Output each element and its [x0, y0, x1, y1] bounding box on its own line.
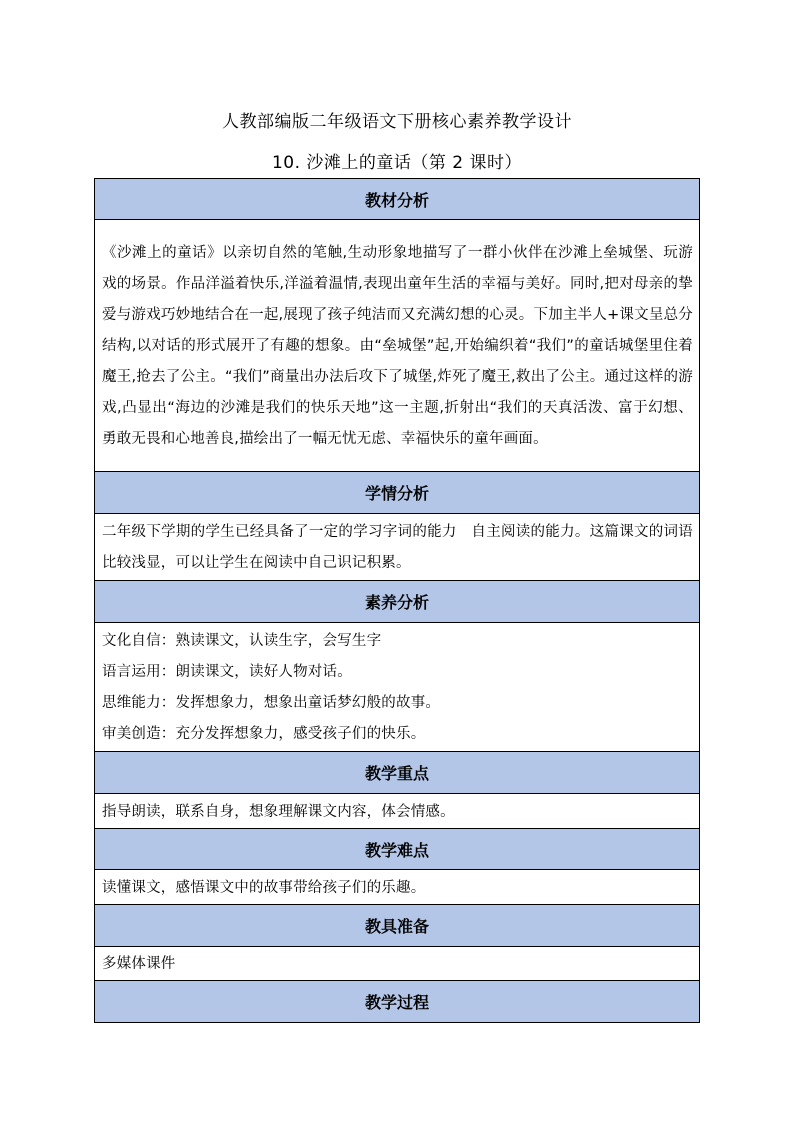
section-heading-textbook-analysis: 教材分析 — [95, 179, 700, 220]
competency-item-aesthetic: 审美创造：充分发挥想象力，感受孩子们的快乐。 — [102, 726, 426, 742]
competency-item-language: 语言运用：朗读课文，读好人物对话。 — [102, 664, 352, 680]
paragraph: 指导朗读，联系自身，想象理解课文内容，体会情感。 — [102, 803, 455, 820]
section-body-teaching-aids — [95, 947, 700, 981]
section-heading-teaching-difficulty: 教学难点 — [95, 829, 700, 870]
paragraph: 二年级下学期的学生已经具备了一定的学习字词的能力 自主阅读的能力。这篇课文的词语比较浅显，可以让学生在阅读中自己识记积累。 — [102, 524, 693, 571]
section-heading-teaching-aids: 教具准备 — [95, 905, 700, 947]
section-body-competency-analysis — [95, 623, 700, 752]
paragraph: 读懂课文，感悟课文中的故事带给孩子们的乐趣。 — [102, 879, 426, 896]
section-body-teaching-focus — [95, 794, 700, 829]
section-heading-student-analysis: 学情分析 — [95, 472, 700, 514]
document-subtitle: 10. 沙滩上的童话（第 2 课时） — [271, 153, 523, 173]
document-title: 人教部编版二年级语文下册核心素养教学设计 — [222, 112, 572, 132]
section-body-student-analysis — [95, 514, 700, 581]
section-heading-teaching-focus: 教学重点 — [95, 752, 700, 794]
section-body-teaching-difficulty — [95, 870, 700, 905]
section-body-textbook-analysis — [95, 220, 700, 472]
paragraph: 多媒体课件 — [102, 956, 176, 972]
section-heading-teaching-process: 教学过程 — [95, 981, 700, 1023]
section-heading-competency-analysis: 素养分析 — [95, 581, 700, 623]
competency-item-culture: 文化自信：熟读课文，认读生字，会写生字 — [102, 633, 382, 649]
paragraph: 《沙滩上的童话》以亲切自然的笔触,生动形象地描写了一群小伙伴在沙滩上垒城堡、玩游戏的场景。作品洋溢着快乐,洋溢着温情,表现出童年生活的幸福与美好。同时,把对母亲的挚爱与游戏巧妙地结合在一起,展现了孩子纯洁而又充满幻想的心灵。下加主半人+课文呈总分结构,以对话的形式展开了有趣的想象。由“垒城堡”起,开始编织着“我们”的童话城堡里住着魔王,抢去了公主。“我们”商量出办法后攻下了城堡,炸死了魔王,救出了公主。通过这样的游戏,凸显出“海边的沙滩是我们的快乐天地”这一主题,折射出“我们的天真活泼、富于幻想、勇敢无畏和心地善良,描绘出了一幅无忧无虑、幸福快乐的童年画面。 — [102, 245, 693, 447]
lesson-plan-table — [94, 178, 700, 1023]
competency-item-thinking: 思维能力：发挥想象力，想象出童话梦幻般的故事。 — [102, 695, 441, 711]
